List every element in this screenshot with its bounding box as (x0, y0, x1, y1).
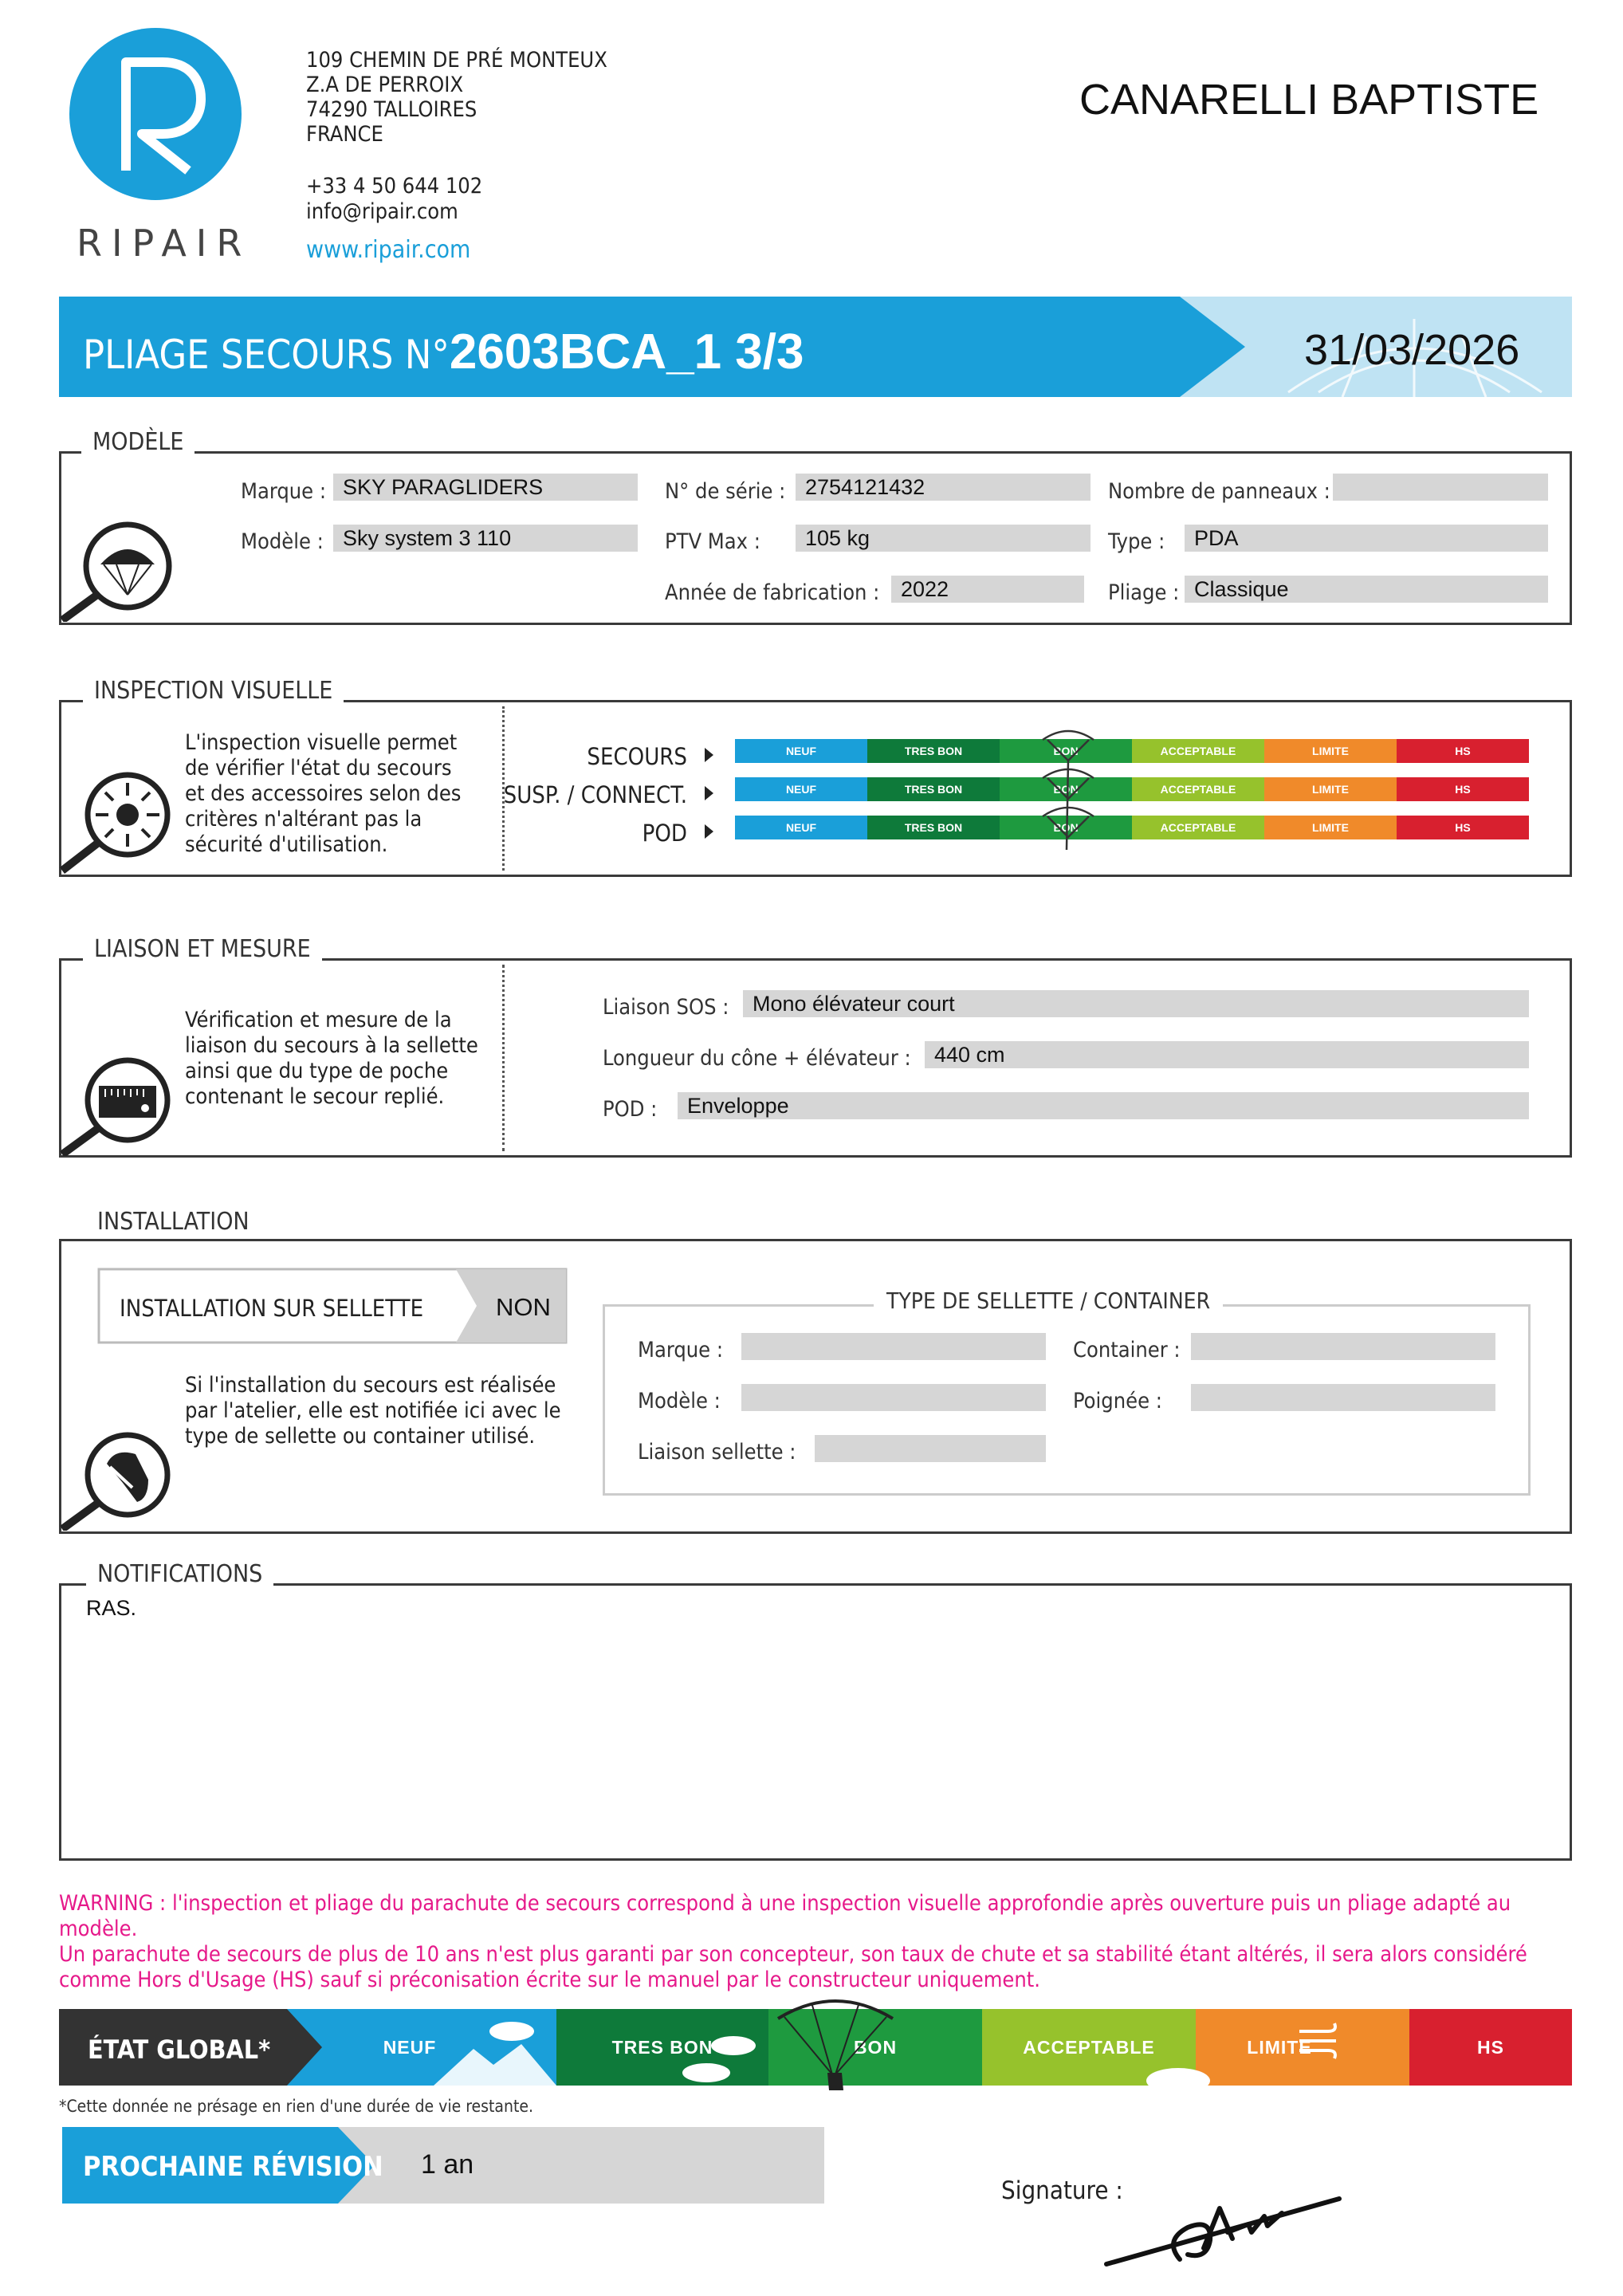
scale-limite: LIMITE (1264, 777, 1397, 801)
pliage-label: Pliage : (1108, 580, 1180, 605)
marque-label: Marque : (241, 479, 327, 504)
global-limite: LIMITE (1247, 2036, 1312, 2058)
global-tres-bon: TRES BON (611, 2036, 713, 2058)
scale-limite: LIMITE (1264, 739, 1397, 763)
modele-field: Sky system 3 110 (333, 525, 638, 552)
warning-text: WARNING : l'inspection et pliage du parachute de secours correspond à une inspection visuelle approfondie après ouverture puis un pliage adapté au modèle. Un parachute de secours de plus de 10 ans n'est plus garanti par son concepteur, son taux de chute et sa stabilité étant altérés, il sera alors considéré comme Hors d'Usage (HS) sauf si préconisation écrite sur le manuel par le constructeur uniquement. (59, 1891, 1527, 1992)
sur-sellette-label: INSTALLATION SUR SELLETTE (120, 1295, 424, 1322)
company-name: RIPAIR (77, 222, 252, 265)
inst-liaison-label: Liaison sellette : (638, 1440, 796, 1464)
paraglider-marker-icon (772, 1990, 899, 2101)
signature-image (1100, 2176, 1347, 2272)
scale-neuf: NEUF (735, 739, 867, 763)
inst-marque-field (741, 1333, 1046, 1360)
modele-label: Modèle : (241, 529, 324, 554)
ptv-label: PTV Max : (665, 529, 760, 554)
sur-sellette-value: NON (496, 1293, 551, 1321)
liaison-title: LIAISON ET MESURE (83, 938, 322, 961)
signature-label: Signature : (1001, 2176, 1123, 2205)
inst-liaison-field (815, 1435, 1046, 1462)
scale-hs: HS (1397, 739, 1529, 763)
sos-label: Liaison SOS : (603, 995, 729, 1020)
client-name: CANARELLI BAPTISTE (1079, 76, 1539, 124)
sellette-type-title: TYPE DE SELLETTE / CONTAINER (874, 1290, 1223, 1312)
secours-row-label: SECOURS (587, 743, 687, 770)
notifications-title: NOTIFICATIONS (86, 1563, 273, 1586)
title-prefix: PLIAGE SECOURS N° (83, 332, 450, 378)
revision-label: PROCHAINE RÉVISION (83, 2151, 383, 2183)
ptv-field: 105 kg (796, 525, 1091, 552)
harness-magnifier-icon (59, 1432, 179, 1531)
etat-global-label: ÉTAT GLOBAL* (88, 2035, 271, 2065)
scale-tres-bon: TRES BON (867, 739, 1000, 763)
longueur-field: 440 cm (925, 1041, 1529, 1068)
pod-scale (735, 816, 1529, 839)
inspection-title: INSPECTION VISUELLE (83, 679, 344, 703)
susp-scale (735, 777, 1529, 801)
etat-footnote: *Cette donnée ne présage en rien d'une durée de vie restante. (59, 2097, 533, 2116)
inst-container-field (1191, 1333, 1495, 1360)
inst-modele-label: Modèle : (638, 1389, 721, 1413)
scale-neuf: NEUF (735, 777, 867, 801)
scale-acceptable: ACCEPTABLE (1132, 739, 1264, 763)
global-hs: HS (1477, 2036, 1504, 2058)
panneaux-label: Nombre de panneaux : (1108, 479, 1330, 504)
inst-modele-field (741, 1384, 1046, 1411)
marque-field: SKY PARAGLIDERS (333, 474, 638, 501)
address-line: 74290 TALLOIRES (306, 97, 477, 122)
type-field: PDA (1185, 525, 1548, 552)
parachute-magnifier-icon (59, 518, 179, 622)
longueur-label: Longueur du cône + élévateur : (603, 1046, 911, 1071)
scale-tres-bon: TRES BON (867, 777, 1000, 801)
serie-label: N° de série : (665, 479, 786, 504)
inst-poignee-label: Poignée : (1073, 1389, 1162, 1413)
company-address (306, 48, 607, 147)
wind-icon (1296, 2020, 1344, 2060)
title-banner (59, 297, 1572, 397)
inspection-description: L'inspection visuelle permet de vérifier l'état du secours et des accessoires selon des critères n'altérant pas la sécurité d'utilisation. (185, 730, 462, 857)
selected-marker-icon (1036, 722, 1100, 855)
liaison-divider (502, 965, 505, 1151)
modele-title: MODÈLE (81, 431, 195, 454)
company-email: info@ripair.com (306, 199, 458, 224)
liaison-description: Vérification et mesure de la liaison du secours à la sellette ainsi que du type de poche contenant le secour replié. (185, 1008, 478, 1109)
scale-bon: BON (1000, 739, 1132, 763)
global-neuf: NEUF (383, 2036, 437, 2058)
scale-neuf: NEUF (735, 816, 867, 839)
global-acceptable: ACCEPTABLE (1023, 2036, 1155, 2058)
revision-value: 1 an (421, 2149, 474, 2180)
address-line: FRANCE (306, 122, 383, 147)
pod-field: Enveloppe (678, 1092, 1529, 1119)
folding-number: 2603BCA_1 3/3 (449, 324, 804, 379)
meter-magnifier-icon (59, 1057, 179, 1156)
scale-bon: BON (1000, 777, 1132, 801)
scale-limite: LIMITE (1264, 816, 1397, 839)
inst-marque-label: Marque : (638, 1338, 724, 1362)
installation-description: Si l'installation du secours est réalisée par l'atelier, elle est notifiée ici avec le type de sellette ou container utilisé. (185, 1373, 561, 1449)
scale-acceptable: ACCEPTABLE (1132, 777, 1264, 801)
notifications-text: RAS. (86, 1596, 137, 1620)
address-line: Z.A DE PERROIX (306, 73, 464, 97)
eye-magnifier-icon (59, 770, 179, 874)
scale-hs: HS (1397, 777, 1529, 801)
sos-field: Mono élévateur court (743, 990, 1529, 1017)
installation-title: INSTALLATION (86, 1210, 261, 1234)
inst-poignee-field (1191, 1384, 1495, 1411)
scale-hs: HS (1397, 816, 1529, 839)
sur-sellette-box (97, 1268, 568, 1344)
susp-arrow-icon (705, 786, 713, 800)
pod-row-label: POD (642, 820, 687, 847)
serie-field: 2754121432 (796, 474, 1091, 501)
company-website[interactable]: www.ripair.com (306, 236, 471, 264)
annee-label: Année de fabrication : (665, 580, 880, 605)
scale-acceptable: ACCEPTABLE (1132, 816, 1264, 839)
pod-arrow-icon (705, 824, 713, 839)
secours-arrow-icon (705, 748, 713, 762)
address-line: 109 CHEMIN DE PRÉ MONTEUX (306, 48, 607, 73)
inst-container-label: Container : (1073, 1338, 1181, 1362)
type-label: Type : (1108, 529, 1165, 554)
pliage-field: Classique (1185, 576, 1548, 603)
panneaux-field (1333, 474, 1548, 501)
secours-scale (735, 739, 1529, 763)
susp-row-label: SUSP. / CONNECT. (503, 781, 687, 808)
folding-date: 31/03/2026 (1304, 326, 1520, 374)
scale-bon: BON (1000, 816, 1132, 839)
notifications-section (59, 1583, 1572, 1861)
scale-tres-bon: TRES BON (867, 816, 1000, 839)
company-phone: +33 4 50 644 102 (306, 174, 483, 199)
pod-label: POD : (603, 1097, 658, 1122)
global-bon: BON (853, 2036, 898, 2058)
annee-field: 2022 (891, 576, 1084, 603)
